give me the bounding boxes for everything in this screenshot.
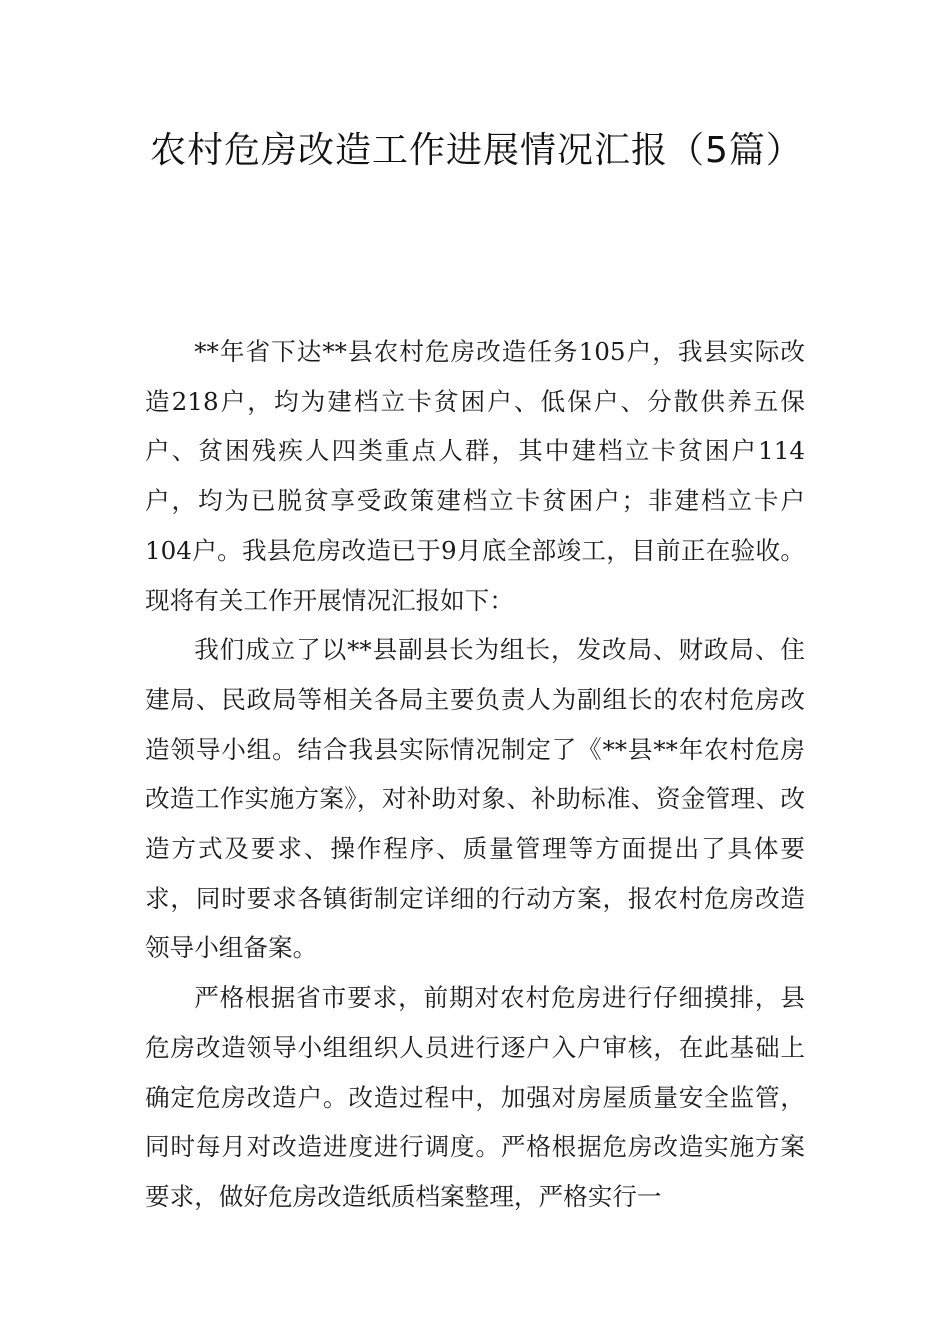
document-title: 农村危房改造工作进展情况汇报（5篇） (150, 130, 803, 171)
document-body (145, 327, 805, 1222)
paragraph-2: 我们成立了以**县副县长为组长，发改局、财政局、住建局、民政局等相关各局主要负责人为副组长的农村危房改造领导小组。结合我县实际情况制定了《**县**年农村危房改造工作实施方案》，对补助对象、补助标准、资金管理、改造方式及要求、操作程序、质量管理等方面提出了具体要求，同时要求各镇街制定详细的行动方案，报农村危房改造领导小组备案。 (145, 635, 805, 963)
paragraph-1: **年省下达**县农村危房改造任务105户，我县实际改造218户，均为建档立卡贫困户、低保户、分散供养五保户、贫困残疾人四类重点人群，其中建档立卡贫困户114户，均为已脱贫享受政策建档立卡贫困户；非建档立卡户104户。我县危房改造已于9月底全部竣工，目前正在验收。现将有关工作开展情况汇报如下： (145, 337, 805, 615)
paragraph-3: 严格根据省市要求，前期对农村危房进行仔细摸排，县危房改造领导小组组织人员进行逐户入户审核，在此基础上确定危房改造户。改造过程中，加强对房屋质量安全监管，同时每月对改造进度进行调度。严格根据危房改造实施方案要求，做好危房改造纸质档案整理，严格实行一 (145, 983, 805, 1211)
